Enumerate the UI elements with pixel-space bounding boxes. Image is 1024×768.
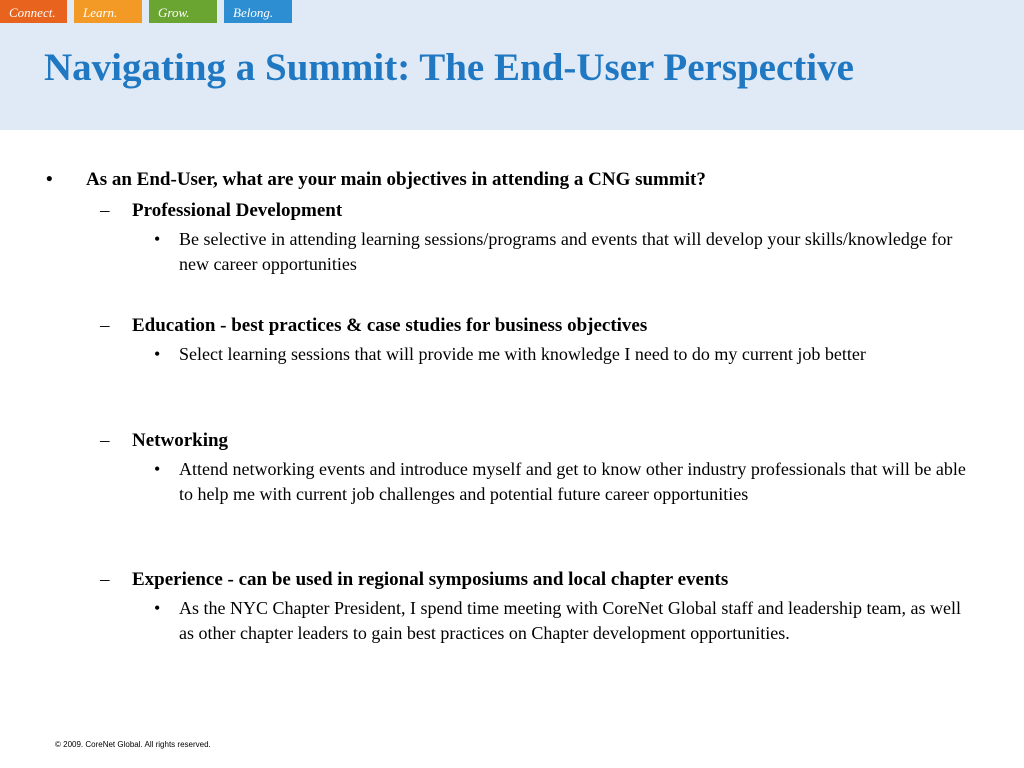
section-detail-text: Attend networking events and introduce myself and get to know other industry professionals that will be able to help me with current job challenges and potential future career opportunities [179,459,966,504]
bullet-icon: • [154,598,161,618]
tab-belong: Belong. [224,0,292,23]
section-heading-text: Experience - can be used in regional symposiums and local chapter events [132,569,729,590]
header-band [0,0,1024,130]
dash-icon: – [100,315,110,336]
section-detail-text: Select learning sessions that will provide me with knowledge I need to do my current job better [179,344,866,364]
tab-learn: Learn. [74,0,142,23]
section-heading-text: Education - best practices & case studies for business objectives [132,315,648,336]
bullet-icon: • [46,169,53,190]
bullet-icon: • [154,229,161,249]
section-heading-text: Professional Development [132,200,343,221]
main-question-text: As an End-User, what are your main objectives in attending a CNG summit? [86,169,706,190]
copyright-footer: © 2009. CoreNet Global. All rights reserved. [55,740,211,749]
dash-icon: – [100,200,110,221]
section-detail-text: Be selective in attending learning sessions/programs and events that will develop your skills/knowledge for new career opportunities [179,229,953,274]
slide-title: Navigating a Summit: The End-User Perspective [44,46,854,89]
tab-connect: Connect. [0,0,67,23]
section-detail-text: As the NYC Chapter President, I spend time meeting with CoreNet Global staff and leadership team, as well as other chapter leaders to gain best practices on Chapter development opportunities. [179,598,961,643]
bullet-icon: • [154,459,161,479]
bullet-icon: • [154,344,161,364]
tab-grow: Grow. [149,0,217,23]
dash-icon: – [100,569,110,590]
dash-icon: – [100,430,110,451]
section-heading-text: Networking [132,430,229,451]
